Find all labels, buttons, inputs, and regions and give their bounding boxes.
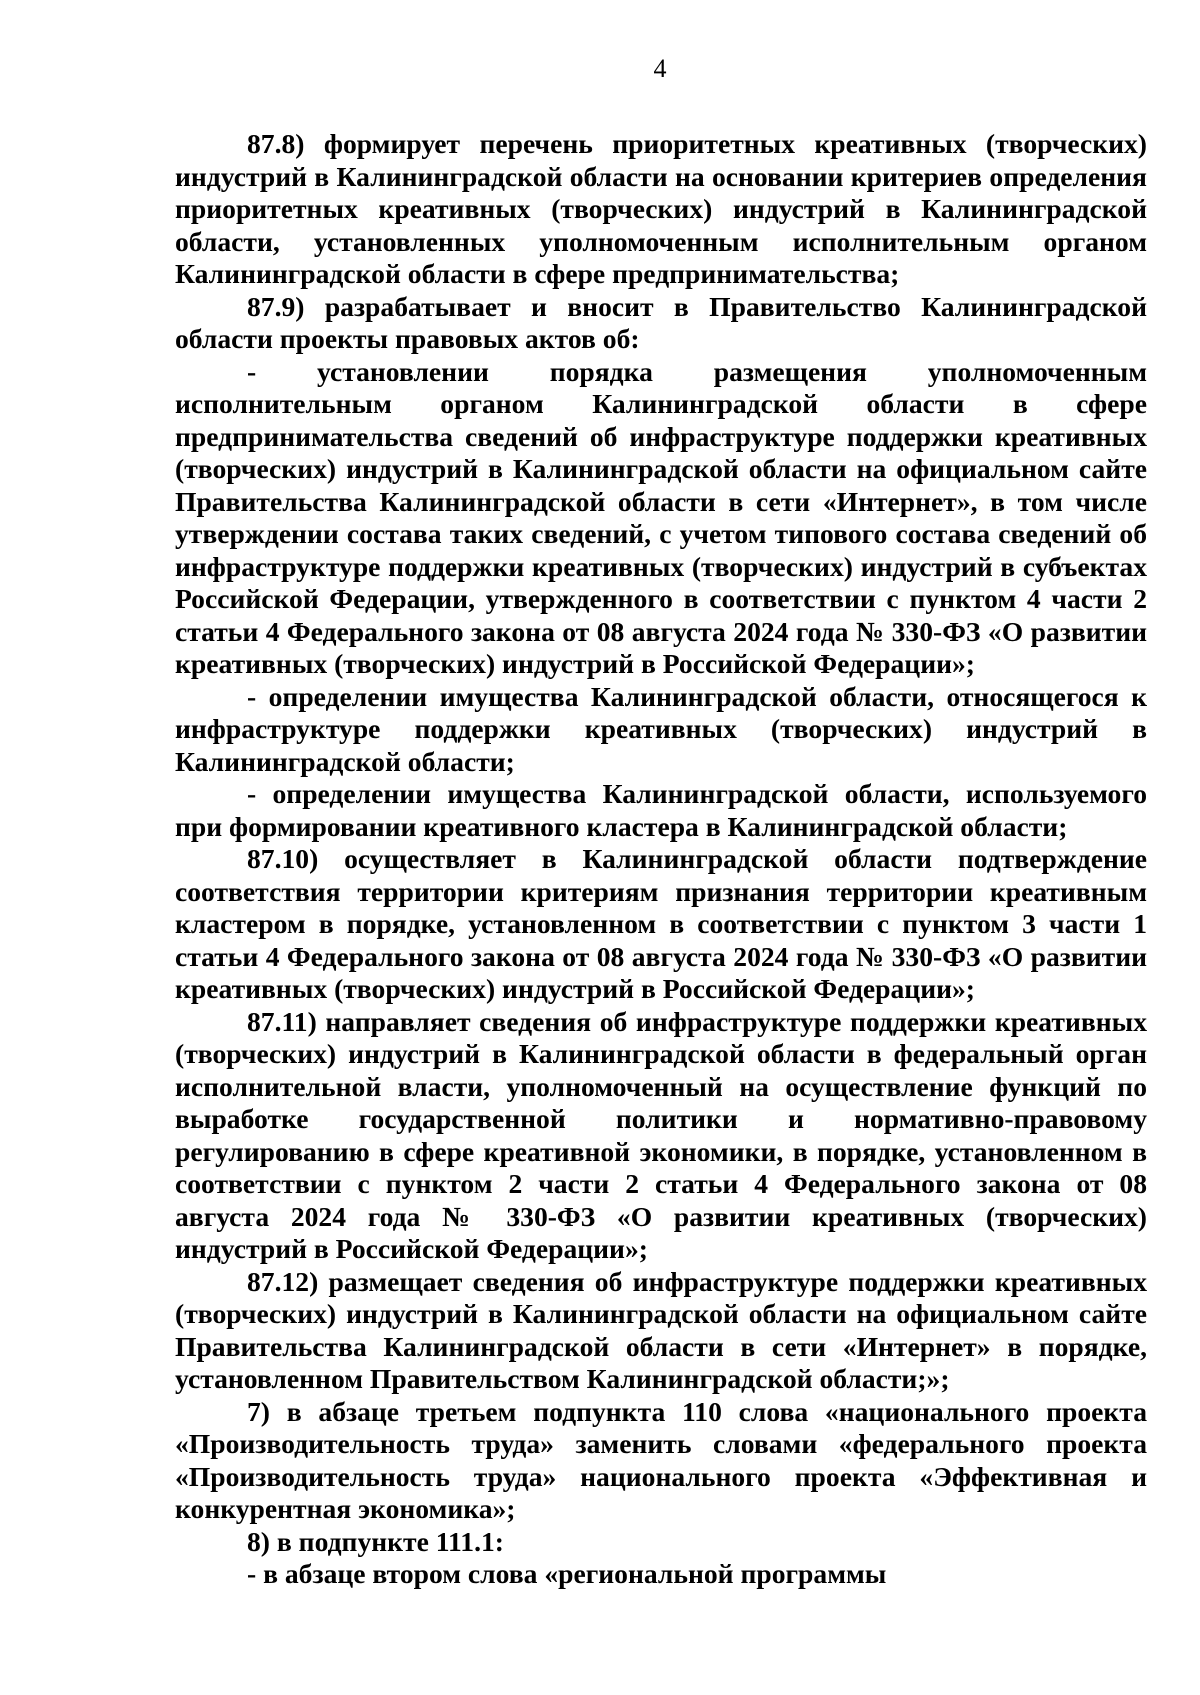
paragraph-87-9: 87.9) разрабатывает и вносит в Правительство Калининградской области проекты правовых актов об: <box>175 290 1147 354</box>
paragraph-87-12: 87.12) размещает сведения об инфраструктуре поддержки креативных (творческих) индустрий в Калининградской области на официальном сайте Правительства Калининградской области в сети «Интернет» в порядке, установленном Правительством Калининградской области;»; <box>175 1265 1147 1394</box>
list-item-second-paragraph: - в абзаце втором слова «региональной программы <box>247 1558 887 1589</box>
page-number: 4 <box>653 54 667 83</box>
paragraph-item-8: 8) в подпункте 111.1: <box>247 1525 504 1557</box>
paragraph-item-7: 7) в абзаце третьем подпункта 110 слова «национального проекта «Производительность труда» заменить словами «федерального проекта «Производительность труда» национального проекта «Эффективная и конкурентная экономика»; <box>175 1395 1147 1524</box>
list-item-property-infrastructure: - определении имущества Калининградской области, относящегося к инфраструктуре поддержки креативных (творческих) индустрий в Калининградской области; <box>175 680 1147 777</box>
document-body <box>175 128 1147 1591</box>
paragraph-87-11: 87.11) направляет сведения об инфраструктуре поддержки креативных (творческих) индустрий в Калининградской области в федеральный орган исполнительной власти, уполномоченный на осуществление функций по выработке государственной политики и нормативно-правовому регулированию в сфере креативной экономики, в порядке, установленном в соответствии с пунктом 2 части 2 статьи 4 Федерального закона от 08 августа 2024 года № 330-ФЗ «О развитии креативных (творческих) индустрий в Российской Федерации»; <box>175 1005 1147 1264</box>
list-item-infrastructure-info: - установлении порядка размещения уполномоченным исполнительным органом Калининградской области в сфере предпринимательства сведений об инфраструктуре поддержки креативных (творческих) индустрий в Калининградской области на официальном сайте Правительства Калининградской области в сети «Интернет», в том числе утверждении состава таких сведений, с учетом типового состава сведений об инфраструктуре поддержки креативных (творческих) индустрий в субъектах Российской Федерации, утвержденного в соответствии с пунктом 4 части 2 статьи 4 Федерального закона от 08 августа 2024 года № 330-ФЗ «О развитии креативных (творческих) индустрий в Российской Федерации»; <box>175 355 1147 679</box>
paragraph-87-10: 87.10) осуществляет в Калининградской области подтверждение соответствия территории критериям признания территории креативным кластером в порядке, установленном в соответствии с пунктом 3 части 1 статьи 4 Федерального закона от 08 августа 2024 года № 330-ФЗ «О развитии креативных (творческих) индустрий в Российской Федерации»; <box>175 843 1147 1004</box>
paragraph-87-8: 87.8) формирует перечень приоритетных креативных (творческих) индустрий в Калининградской области на основании критериев определения приоритетных креативных (творческих) индустрий в Калининградской области, установленных уполномоченным исполнительным органом Калининградской области в сфере предпринимательства; <box>175 128 1147 289</box>
list-item-property-cluster: - определении имущества Калининградской области, используемого при формировании креативного кластера в Калининградской области; <box>175 778 1147 842</box>
